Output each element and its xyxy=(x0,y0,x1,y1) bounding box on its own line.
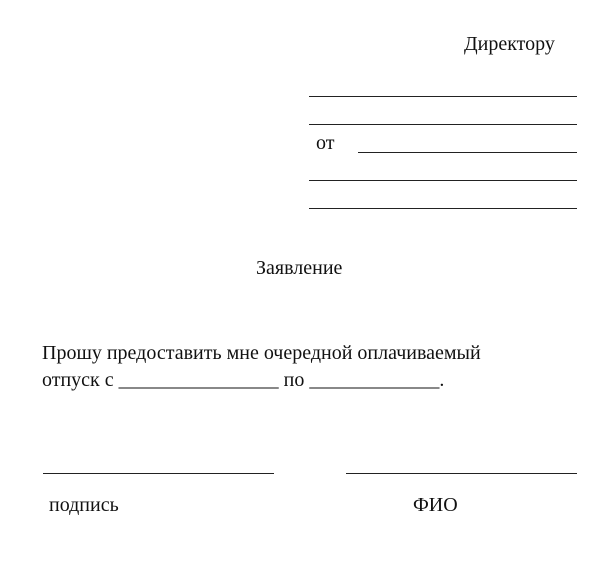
signature-label: подпись xyxy=(49,494,119,516)
full-name-label: ФИО xyxy=(413,494,458,516)
vacation-dates-line: отпуск с ________________ по _____________. xyxy=(42,369,445,391)
addressee-position-line xyxy=(309,96,577,97)
statement-text-line: Прошу предоставить мне очередной оплачиваемый xyxy=(42,342,481,364)
signature-line xyxy=(43,473,274,474)
sender-position-line xyxy=(309,180,577,181)
addressee-name-line xyxy=(309,124,577,125)
full-name-line xyxy=(346,473,577,474)
sender-name-line xyxy=(309,208,577,209)
sender-line xyxy=(358,152,577,153)
document-title: Заявление xyxy=(256,257,343,279)
sender-label: от xyxy=(316,132,335,154)
addressee-title: Директору xyxy=(464,33,555,55)
